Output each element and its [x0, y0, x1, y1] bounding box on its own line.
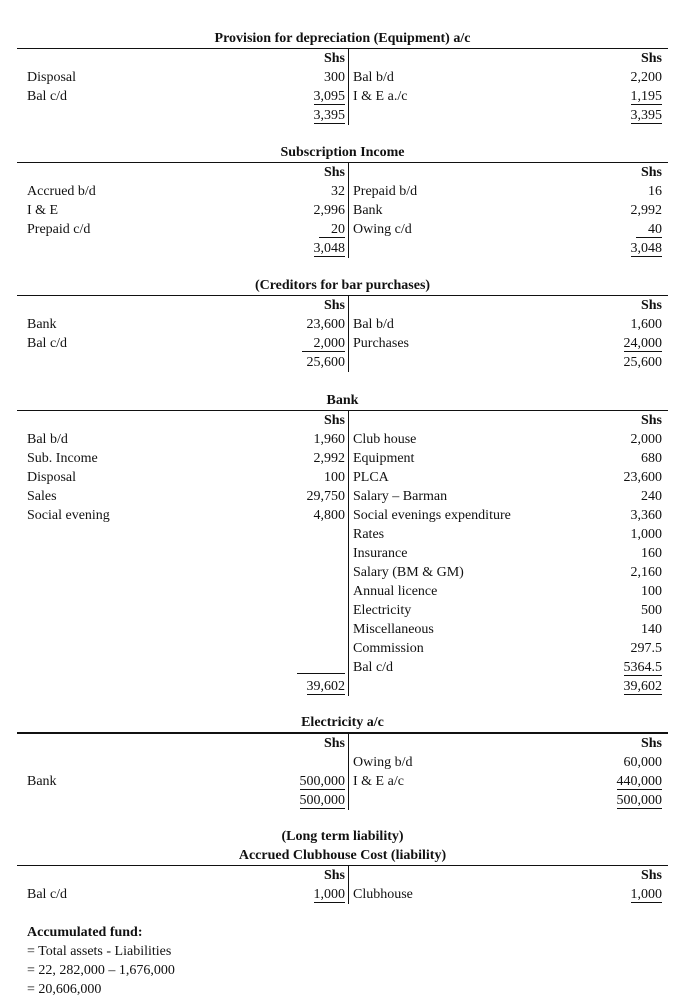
- debit-amount: [267, 106, 345, 125]
- debit-amount: [267, 791, 345, 810]
- debit-label: Disposal: [27, 470, 76, 485]
- credit-amount: [558, 601, 668, 620]
- credit-label: Bank: [353, 203, 383, 218]
- debit-label: Sales: [27, 489, 57, 504]
- debit-label: Prepaid c/d: [27, 222, 91, 237]
- credit-label: Annual licence: [353, 584, 438, 599]
- debit-amount-value: 1,960: [313, 432, 345, 447]
- debit-amount-value: 39,602: [306, 679, 345, 694]
- debit-amount: [267, 182, 345, 201]
- credit-amount: [558, 525, 668, 544]
- credit-currency-label: Shs: [640, 298, 662, 313]
- debit-label: Accrued b/d: [27, 184, 96, 199]
- credit-amount: [558, 87, 668, 106]
- credit-label: Bal c/d: [353, 660, 394, 675]
- ledger-row: [17, 658, 668, 677]
- debit-label: Bal b/d: [27, 432, 68, 447]
- credit-amount: [558, 677, 668, 696]
- credit-currency-label: Shs: [640, 51, 662, 66]
- credit-amount: [558, 658, 668, 677]
- credit-amount: [558, 563, 668, 582]
- credit-label: PLCA: [353, 470, 389, 485]
- credit-amount: [558, 220, 668, 239]
- debit-currency-label: Shs: [323, 51, 345, 66]
- ledger-account: [17, 29, 668, 125]
- credit-label: Social evenings expenditure: [353, 508, 511, 523]
- ledger-row: [17, 525, 668, 544]
- ledger-row: [17, 620, 668, 639]
- account-rows: [17, 296, 668, 372]
- notes-line: = Total assets - Liabilities: [27, 944, 172, 959]
- account-rows: [17, 866, 668, 904]
- credit-label: Owing c/d: [353, 222, 412, 237]
- debit-currency-label: Shs: [323, 413, 345, 428]
- account-title: Bank: [326, 393, 359, 408]
- debit-label: Bal c/d: [27, 89, 68, 104]
- credit-amount-value: 60,000: [623, 755, 662, 770]
- credit-amount-value: 2,000: [630, 432, 662, 447]
- credit-amount: [558, 430, 668, 449]
- ledger-account: [17, 713, 668, 810]
- credit-label: Rates: [353, 527, 385, 542]
- credit-amount-value: 2,200: [630, 70, 662, 85]
- debit-currency-label: Shs: [323, 165, 345, 180]
- ledger-divider: [348, 296, 349, 372]
- credit-amount-value: 1,195: [630, 89, 662, 104]
- credit-label: Bal b/d: [353, 317, 394, 332]
- credit-amount-value: 240: [641, 489, 662, 504]
- ledger-row: [17, 544, 668, 563]
- debit-amount: [267, 430, 345, 449]
- ledger-row: [17, 334, 668, 353]
- ledger-row: [17, 791, 668, 810]
- debit-label: I & E: [27, 203, 59, 218]
- ledger-row: [17, 220, 668, 239]
- account-title: (Creditors for bar purchases): [254, 278, 431, 293]
- credit-amount-value: 3,395: [630, 108, 662, 123]
- ledger-row: [17, 68, 668, 87]
- credit-amount-value: 3,360: [630, 508, 662, 523]
- credit-amount-value: 500: [641, 603, 662, 618]
- ledger-row: [17, 639, 668, 658]
- debit-amount-value: 3,095: [313, 89, 345, 104]
- ledger-divider: [348, 163, 349, 258]
- ledger-row: [17, 239, 668, 258]
- debit-amount-value: 100: [324, 470, 345, 485]
- credit-amount-value: 24,000: [623, 336, 662, 351]
- ledger-row: [17, 677, 668, 696]
- notes-title: Accumulated fund:: [27, 925, 143, 940]
- ledger-divider: [348, 49, 349, 125]
- debit-amount: [267, 468, 345, 487]
- debit-amount: [267, 315, 345, 334]
- credit-label: Commission: [353, 641, 424, 656]
- debit-label: Social evening: [27, 508, 110, 523]
- credit-currency-label: Shs: [640, 868, 662, 883]
- credit-label: Equipment: [353, 451, 415, 466]
- debit-amount: [267, 68, 345, 87]
- credit-label: Miscellaneous: [353, 622, 434, 637]
- account-rows: [17, 734, 668, 810]
- debit-amount-value: 2,992: [313, 451, 345, 466]
- ledger-row: [17, 353, 668, 372]
- ledger-account: [17, 391, 668, 696]
- accumulated-fund-notes: [27, 923, 175, 999]
- currency-header-row: [17, 411, 668, 430]
- currency-header-row: [17, 296, 668, 315]
- currency-header-row: [17, 866, 668, 885]
- credit-amount: [558, 315, 668, 334]
- debit-amount-value: 1,000: [313, 887, 345, 902]
- currency-header-row: [17, 734, 668, 753]
- credit-amount-value: 16: [648, 184, 662, 199]
- debit-label: Bank: [27, 774, 57, 789]
- ledger-row: [17, 885, 668, 904]
- credit-label: Club house: [353, 432, 417, 447]
- credit-amount: [558, 753, 668, 772]
- ledger-row: [17, 87, 668, 106]
- debit-label: Sub. Income: [27, 451, 98, 466]
- ledger-row: [17, 468, 668, 487]
- debit-currency-label: Shs: [323, 868, 345, 883]
- credit-amount-value: 25,600: [623, 355, 662, 370]
- credit-label: Owing b/d: [353, 755, 413, 770]
- ledger-row: [17, 449, 668, 468]
- debit-amount: [267, 487, 345, 506]
- account-title: Electricity a/c: [301, 715, 384, 730]
- credit-amount-value: 1,000: [630, 887, 662, 902]
- credit-amount: [558, 487, 668, 506]
- debit-amount-value: 23,600: [306, 317, 345, 332]
- credit-label: Electricity: [353, 603, 412, 618]
- ledger-row: [17, 182, 668, 201]
- credit-amount-value: 3,048: [630, 241, 662, 256]
- debit-amount-value: 32: [331, 184, 345, 199]
- credit-label: Bal b/d: [353, 70, 394, 85]
- ledger-row: [17, 315, 668, 334]
- credit-amount: [558, 182, 668, 201]
- ledger-divider: [348, 411, 349, 696]
- debit-amount: [267, 87, 345, 106]
- debit-label: Disposal: [27, 70, 76, 85]
- notes-line: = 22, 282,000 – 1,676,000: [27, 963, 175, 978]
- credit-amount: [558, 772, 668, 791]
- debit-label: Bal c/d: [27, 887, 68, 902]
- credit-amount-value: 40: [636, 222, 662, 238]
- account-title: Provision for depreciation (Equipment) a/c: [214, 31, 471, 46]
- credit-amount: [558, 334, 668, 353]
- ledger-row: [17, 753, 668, 772]
- credit-amount-value: 39,602: [623, 679, 662, 694]
- debit-amount-value: 25,600: [306, 355, 345, 370]
- credit-amount: [558, 544, 668, 563]
- ledger-account: [17, 143, 668, 258]
- credit-amount-value: 100: [641, 584, 662, 599]
- account-rows: [17, 411, 668, 696]
- debit-amount: [267, 506, 345, 525]
- ledger-row: [17, 201, 668, 220]
- debit-amount-value: 2,000: [302, 336, 346, 352]
- credit-amount-value: 140: [641, 622, 662, 637]
- credit-amount: [558, 791, 668, 810]
- currency-header-row: [17, 49, 668, 68]
- debit-amount: [267, 772, 345, 791]
- account-title: Subscription Income: [280, 145, 405, 160]
- ledger-row: [17, 601, 668, 620]
- ledger-row: [17, 582, 668, 601]
- debit-amount: [267, 334, 345, 353]
- credit-amount: [558, 106, 668, 125]
- debit-amount: [267, 239, 345, 258]
- credit-amount: [558, 885, 668, 904]
- credit-amount-value: 2,160: [630, 565, 662, 580]
- debit-amount-value: 500,000: [299, 793, 345, 808]
- debit-amount-value: 500,000: [299, 774, 345, 789]
- notes-line: = 20,606,000: [27, 982, 102, 997]
- ledger-row: [17, 772, 668, 791]
- currency-header-row: [17, 163, 668, 182]
- credit-amount-value: 1,600: [630, 317, 662, 332]
- ledger-row: [17, 506, 668, 525]
- account-title: (Long term liability): [281, 829, 404, 844]
- credit-amount-value: 1,000: [630, 527, 662, 542]
- credit-amount: [558, 239, 668, 258]
- ledger-account: [17, 827, 668, 904]
- credit-label: Insurance: [353, 546, 408, 561]
- credit-amount: [558, 620, 668, 639]
- debit-amount: [267, 677, 345, 696]
- ledger-row: [17, 430, 668, 449]
- credit-amount: [558, 201, 668, 220]
- debit-amount-value: 3,048: [313, 241, 345, 256]
- debit-amount: [267, 201, 345, 220]
- ledger-account: [17, 276, 668, 372]
- credit-amount: [558, 639, 668, 658]
- debit-amount-value: 20: [319, 222, 345, 238]
- debit-amount-value: 4,800: [313, 508, 345, 523]
- debit-currency-label: Shs: [323, 298, 345, 313]
- credit-label: Salary – Barman: [353, 489, 448, 504]
- credit-amount: [558, 506, 668, 525]
- debit-amount: [267, 449, 345, 468]
- debit-amount-value: 29,750: [306, 489, 345, 504]
- debit-currency-label: Shs: [323, 736, 345, 751]
- credit-label: Clubhouse: [353, 887, 413, 902]
- credit-label: I & E a/c: [353, 774, 404, 789]
- credit-label: Purchases: [353, 336, 409, 351]
- ledger-divider: [348, 866, 349, 904]
- credit-amount-value: 500,000: [616, 793, 662, 808]
- credit-amount: [558, 68, 668, 87]
- credit-amount-value: 23,600: [623, 470, 662, 485]
- credit-currency-label: Shs: [640, 165, 662, 180]
- ledger-row: [17, 487, 668, 506]
- account-rows: [17, 49, 668, 125]
- credit-label: I & E a./c: [353, 89, 408, 104]
- ledger-divider: [348, 734, 349, 810]
- credit-amount-value: 2,992: [630, 203, 662, 218]
- credit-amount-value: 5364.5: [623, 660, 662, 675]
- credit-amount: [558, 353, 668, 372]
- debit-amount-value: 300: [324, 70, 345, 85]
- debit-label: Bank: [27, 317, 57, 332]
- credit-amount-value: 160: [641, 546, 662, 561]
- ledger-row: [17, 106, 668, 125]
- credit-currency-label: Shs: [640, 413, 662, 428]
- credit-amount-value: 440,000: [616, 774, 662, 789]
- credit-label: Prepaid b/d: [353, 184, 418, 199]
- debit-amount-value: 3,395: [313, 108, 345, 123]
- account-title: Accrued Clubhouse Cost (liability): [238, 848, 447, 863]
- debit-amount: [267, 220, 345, 239]
- debit-amount-value: [297, 658, 345, 674]
- credit-amount: [558, 468, 668, 487]
- debit-label: Bal c/d: [27, 336, 68, 351]
- debit-amount: [267, 353, 345, 372]
- credit-amount: [558, 582, 668, 601]
- debit-amount: [267, 885, 345, 904]
- credit-label: Salary (BM & GM): [353, 565, 464, 580]
- credit-amount-value: 680: [641, 451, 662, 466]
- debit-amount-value: 2,996: [313, 203, 345, 218]
- ledger-row: [17, 563, 668, 582]
- credit-currency-label: Shs: [640, 736, 662, 751]
- credit-amount: [558, 449, 668, 468]
- credit-amount-value: 297.5: [630, 641, 662, 656]
- account-rows: [17, 163, 668, 258]
